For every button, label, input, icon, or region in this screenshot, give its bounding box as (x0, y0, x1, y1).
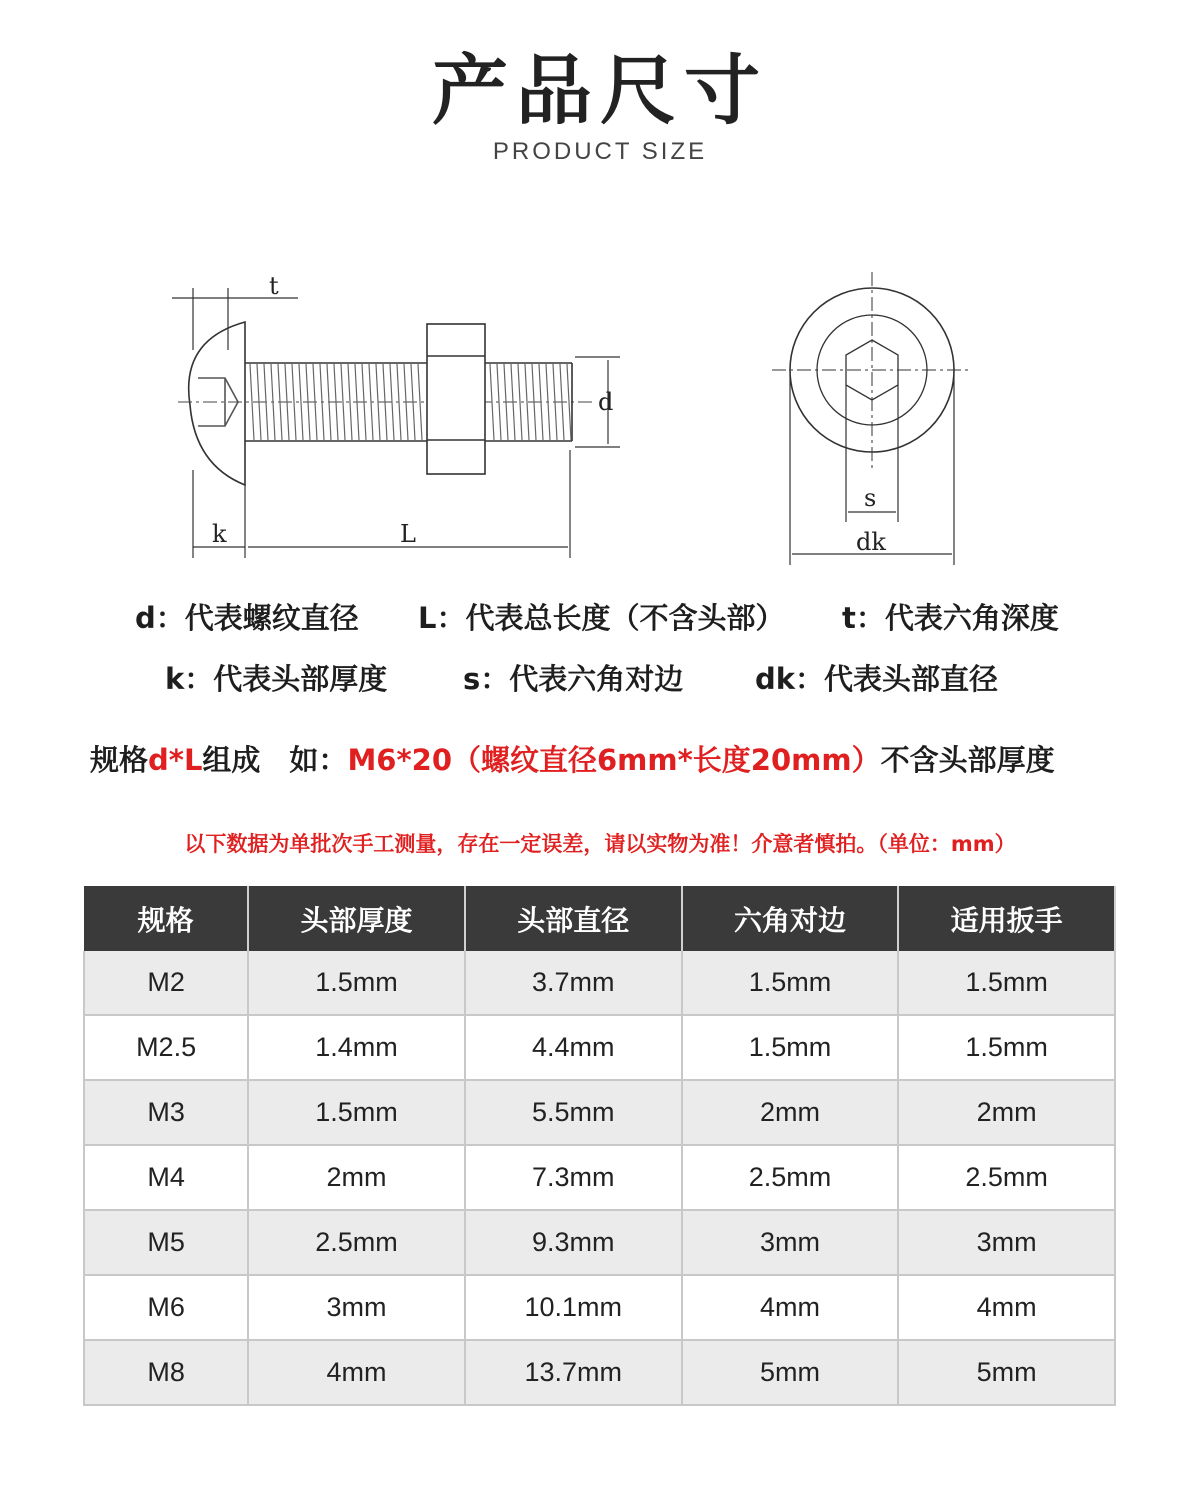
table-row (84, 1275, 1115, 1340)
table-row (84, 951, 1115, 1015)
table-row (84, 1080, 1115, 1145)
table-header-row (84, 886, 1115, 951)
table-cell: 1.5mm (898, 951, 1115, 1015)
legend-k: k：代表头部厚度 (165, 662, 388, 696)
table-cell: 1.5mm (248, 951, 465, 1015)
table-cell: 3mm (248, 1275, 465, 1340)
label-L: L (400, 520, 416, 548)
legend-dk: dk：代表头部直径 (755, 662, 999, 696)
table-row (84, 1015, 1115, 1080)
table-cell: 2mm (248, 1145, 465, 1210)
header-head-diameter: 头部直径 (465, 886, 682, 951)
label-t: t (269, 272, 279, 300)
size-table (83, 886, 1116, 1406)
label-d: d (598, 388, 614, 416)
table-cell: M5 (84, 1210, 248, 1275)
header-head-thickness: 头部厚度 (248, 886, 465, 951)
table-cell: 2mm (898, 1080, 1115, 1145)
page-title: 产品尺寸 (432, 46, 768, 135)
spec-format-line (90, 738, 1055, 779)
table-cell: 4mm (248, 1340, 465, 1405)
spec-example: M6*20（螺纹直径6mm*长度20mm） (347, 743, 881, 777)
table-cell: 2.5mm (248, 1210, 465, 1275)
table-cell: 2mm (682, 1080, 899, 1145)
legend-s: s：代表六角对边 (463, 662, 684, 696)
label-dk: dk (856, 528, 886, 556)
measurement-note: 以下数据为单批次手工测量，存在一定误差，请以实物为准！介意者慎拍。（单位：mm） (184, 832, 1016, 856)
table-cell: 1.4mm (248, 1015, 465, 1080)
thread-line (567, 364, 571, 440)
table-row (84, 1340, 1115, 1405)
legend-L: L：代表总长度（不含头部） (418, 601, 785, 635)
table-cell: 3.7mm (465, 951, 682, 1015)
spec-prefix: 规格 (90, 743, 149, 777)
table-cell: 1.5mm (682, 1015, 899, 1080)
table-cell: M3 (84, 1080, 248, 1145)
label-k: k (212, 520, 227, 548)
table-cell: 4.4mm (465, 1015, 682, 1080)
table-cell: 1.5mm (682, 951, 899, 1015)
table-cell: 3mm (682, 1210, 899, 1275)
table-cell: 5.5mm (465, 1080, 682, 1145)
table-row (84, 1210, 1115, 1275)
legend-d: d：代表螺纹直径 (135, 601, 359, 635)
thread-line (299, 364, 303, 440)
label-s: s (864, 484, 877, 512)
table-row (84, 1145, 1115, 1210)
bolt-dimension-diagram (0, 260, 1200, 580)
page-subtitle: PRODUCT SIZE (492, 138, 708, 165)
table-cell: 10.1mm (465, 1275, 682, 1340)
table-cell: 7.3mm (465, 1145, 682, 1210)
table-cell: 3mm (898, 1210, 1115, 1275)
table-cell: M8 (84, 1340, 248, 1405)
table-cell: 2.5mm (898, 1145, 1115, 1210)
table-cell: M6 (84, 1275, 248, 1340)
table-cell: 4mm (682, 1275, 899, 1340)
spec-middle: 组成 如： (202, 743, 348, 777)
spec-suffix: 不含头部厚度 (880, 743, 1055, 777)
table-cell: 4mm (898, 1275, 1115, 1340)
header-wrench-size: 适用扳手 (898, 886, 1115, 951)
table-cell: M2 (84, 951, 248, 1015)
table-cell: M2.5 (84, 1015, 248, 1080)
table-cell: M4 (84, 1145, 248, 1210)
header-spec: 规格 (84, 886, 248, 951)
table-cell: 9.3mm (465, 1210, 682, 1275)
table-cell: 5mm (682, 1340, 899, 1405)
table-cell: 5mm (898, 1340, 1115, 1405)
hex-nut (427, 324, 485, 474)
table-cell: 1.5mm (898, 1015, 1115, 1080)
table-cell: 1.5mm (248, 1080, 465, 1145)
header-hex-across-flats: 六角对边 (682, 886, 899, 951)
table-cell: 2.5mm (682, 1145, 899, 1210)
table-cell: 13.7mm (465, 1340, 682, 1405)
thread-line (292, 364, 296, 440)
spec-formula: d*L (148, 743, 203, 777)
legend-t: t：代表六角深度 (842, 601, 1059, 635)
